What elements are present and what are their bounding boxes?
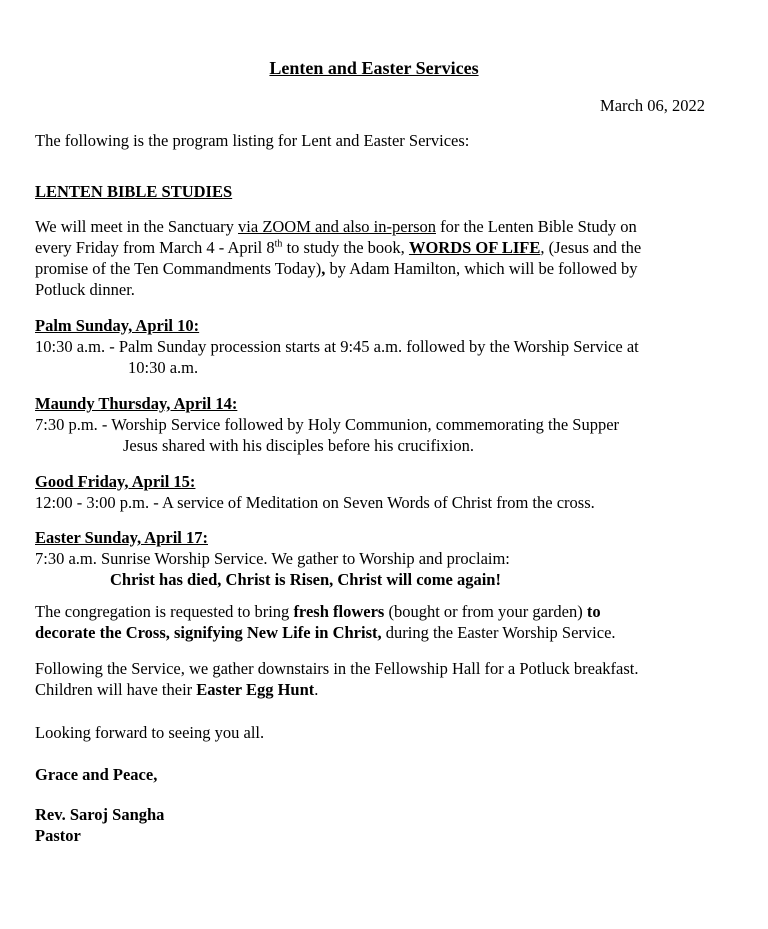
- following-line-2: Children will have their Easter Egg Hunt.: [35, 680, 319, 699]
- maundy-thursday-line-2: Jesus shared with his disciples before his crucifixion.: [123, 436, 475, 455]
- maundy-thursday-heading: Maundy Thursday, April 14:: [35, 394, 238, 413]
- good-friday-line-1: 12:00 - 3:00 p.m. - A service of Meditation on Seven Words of Christ from the cross.: [35, 493, 595, 512]
- palm-sunday-section: [35, 315, 725, 378]
- document-date: March 06, 2022: [600, 96, 705, 115]
- lenten-line-1: We will meet in the Sanctuary via ZOOM and also in-person for the Lenten Bible Study on: [35, 217, 637, 236]
- maundy-thursday-section: [35, 393, 725, 456]
- intro-text: The following is the program listing for Lent and Easter Services:: [35, 131, 470, 150]
- closing-text: Grace and Peace,: [35, 765, 158, 784]
- good-friday-heading: Good Friday, April 15:: [35, 472, 196, 491]
- zoom-link-text: via ZOOM and also in-person: [238, 217, 436, 236]
- good-friday-section: [35, 471, 725, 513]
- signature-title: Pastor: [35, 826, 81, 845]
- maundy-thursday-line-1: 7:30 p.m. - Worship Service followed by Holy Communion, commemorating the Supper: [35, 415, 620, 434]
- easter-sunday-section: [35, 527, 725, 590]
- lenten-line-2: every Friday from March 4 - April 8th to study the book, WORDS OF LIFE, (Jesus and the: [35, 238, 642, 257]
- following-paragraph: [35, 658, 725, 700]
- looking-forward-text: Looking forward to seeing you all.: [35, 723, 265, 742]
- easter-sunday-heading: Easter Sunday, April 17:: [35, 528, 208, 547]
- palm-sunday-line-1: 10:30 a.m. - Palm Sunday procession starts at 9:45 a.m. followed by the Worship Service at: [35, 337, 639, 356]
- lenten-line-3: promise of the Ten Commandments Today), by Adam Hamilton, which will be followed by: [35, 259, 638, 278]
- flowers-paragraph: [35, 601, 725, 643]
- lenten-line-4: Potluck dinner.: [35, 280, 135, 299]
- easter-sunday-line-2: Christ has died, Christ is Risen, Christ will come again!: [110, 570, 501, 589]
- lenten-paragraph: [35, 216, 725, 300]
- following-line-1: Following the Service, we gather downstairs in the Fellowship Hall for a Potluck breakfast.: [35, 659, 639, 678]
- palm-sunday-heading: Palm Sunday, April 10:: [35, 316, 200, 335]
- palm-sunday-line-2: 10:30 a.m.: [128, 358, 199, 377]
- document-title: Lenten and Easter Services: [269, 58, 479, 78]
- easter-sunday-line-1: 7:30 a.m. Sunrise Worship Service. We gather to Worship and proclaim:: [35, 549, 510, 568]
- signature-block: [35, 804, 725, 846]
- book-title: WORDS OF LIFE: [408, 238, 541, 257]
- flowers-line-2: decorate the Cross, signifying New Life in Christ, during the Easter Worship Service.: [35, 623, 616, 642]
- easter-egg-hunt: Easter Egg Hunt: [196, 680, 315, 699]
- signature-name: Rev. Saroj Sangha: [35, 805, 165, 824]
- flowers-line-1: The congregation is requested to bring fresh flowers (bought or from your garden) to: [35, 602, 601, 621]
- lenten-heading: LENTEN BIBLE STUDIES: [35, 182, 233, 201]
